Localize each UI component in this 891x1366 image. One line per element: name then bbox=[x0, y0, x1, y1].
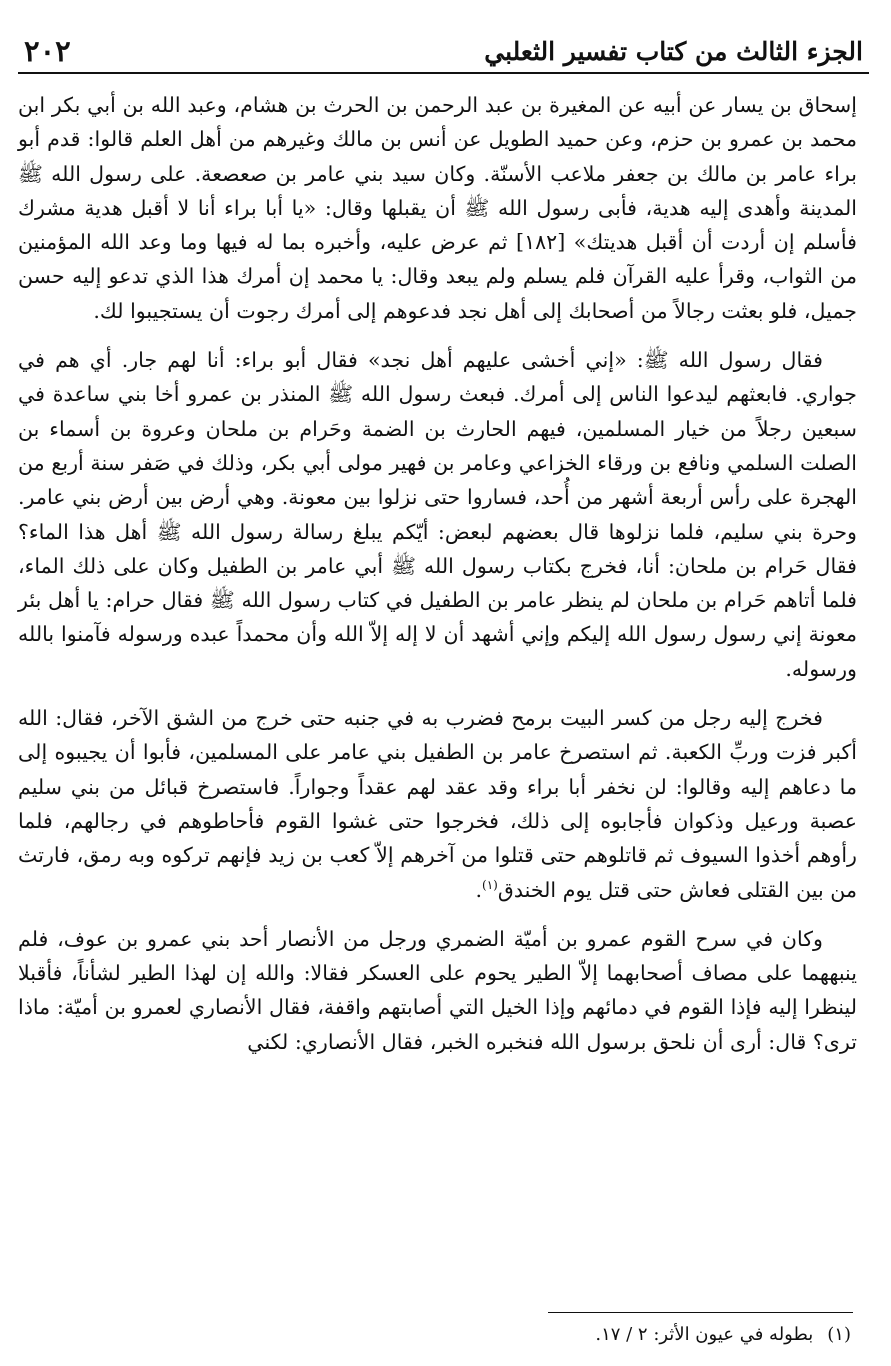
footnote-divider bbox=[548, 1312, 853, 1313]
paragraph-text: فقال رسول الله ﷺ: «إني أخشى عليهم أهل نجد» فقال أبو براء: أنا لهم جار. أي هم في جواري. فابعثهم ليدعوا الناس إلى أمرك. فبعث رسول الله ﷺ المنذر بن عمرو أخا بني ساعدة في سبعين رجلاً من خيار المسلمين، فيهم الحارث بن الضمة وحَرام بن ملحان وعروة بن أسماء بن الصلت السلمي ونافع بن ورقاء الخزاعي وعامر بن فهير مولى أبي بكر، وذلك في صَفر سنة أربع من الهجرة على رأس أربعة أشهر من أُحد، فساروا حتى نزلوا بين معونة. وهي أرض بين أرض بني عامر. وحرة بني سليم، فلما نزلوها قال بعضهم لبعض: أيّكم يبلغ رسالة رسول الله ﷺ أهل هذا الماء؟ فقال حَرام بن ملحان: أنا، فخرج بكتاب رسول الله ﷺ أبي عامر بن الطفيل وكان على ذلك الماء، فلما أتاهم حَرام بن ملحان لم ينظر عامر بن الطفيل في كتاب رسول الله ﷺ فقال حرام: يا أهل بئر معونة إني رسول رسول الله إليكم وإني أشهد أن لا إله إلاّ الله وأن محمداً عبده ورسوله فآمنوا بالله ورسوله. bbox=[18, 348, 857, 681]
paragraph bbox=[18, 701, 857, 907]
footnote-number: (١) bbox=[827, 1324, 851, 1345]
footnote bbox=[595, 1322, 851, 1348]
paragraph bbox=[18, 343, 857, 686]
paragraph-text: إسحاق بن يسار عن أبيه عن المغيرة بن عبد الرحمن بن الحرث بن هشام، وعبد الله بن أبي بكر ابن محمد بن عمرو بن حزم، وعن حميد الطويل عن أنس بن مالك وغيرهم من أهل العلم قالوا: قدم أبو براء عامر بن مالك بن جعفر ملاعب الأسنّة. وكان سيد بني عامر بن صعصعة. على رسول الله ﷺ المدينة وأهدى إليه هدية، فأبى رسول الله ﷺ أن يقبلها وقال: «يا أبا براء أنا لا أقبل هدية مشرك فأسلم إن أردت أن أقبل هديتك» [١٨٢] ثم عرض عليه، وأخبره بما له فيها وما وعد الله المؤمنين من الثواب، وقرأ عليه القرآن فلم يسلم ولم يبعد وقال: يا محمد إن أمرك هذا الذي تدعو إليه حسن جميل، فلو بعثت رجالاً من أصحابك إلى أهل نجد فدعوهم إلى أمرك رجوت أن يستجيبوا لك. bbox=[18, 93, 857, 323]
paragraph bbox=[18, 88, 857, 328]
footnote-text: بطوله في عيون الأثر: ٢ / ١٧. bbox=[595, 1324, 814, 1345]
paragraph bbox=[18, 922, 857, 1059]
paragraph-text: وكان في سرح القوم عمرو بن أميّة الضمري ورجل من الأنصار أحد بني عمرو بن عوف، فلم ينبههما على مصاف أصحابهما إلاّ الطير يحوم على العسكر فقالا: والله إن لهذا الطير لشأناً، فأقبلا لينظرا إليه فإذا القوم في دمائهم وإذا الخيل التي أصابتهم واقفة، فقال الأنصاري لعمرو بن أميّة: ماذا ترى؟ قال: أرى أن نلحق برسول الله فنخبره الخبر، فقال الأنصاري: لكني bbox=[18, 926, 857, 1054]
running-head bbox=[18, 28, 869, 74]
paragraph-text: . bbox=[475, 877, 483, 902]
footnote-reference: (١) bbox=[482, 877, 498, 892]
page-number: ٢٠٢ bbox=[24, 34, 71, 68]
running-title: الجزء الثالث من كتاب تفسير الثعلبي bbox=[484, 37, 863, 66]
paragraph-text: فخرج إليه رجل من كسر البيت برمح فضرب به في جنبه حتى خرج من الشق الآخر، فقال: الله أكبر فزت وربِّ الكعبة. ثم استصرخ عامر بن الطفيل بني عامر على المسلمين، فأبوا أن يجيبوه إلى ما دعاهم إليه وقالوا: لن نخفر أبا براء وقد عقد لهم عقداً وجواراً. فاستصرخ قبائل من بني سليم عصبة ورعيل وذكوان فأجابوه إلى ذلك، فخرجوا حتى غشوا القوم فأحاطوهم في رجالهم، فلما رأوهم أخذوا السيوف ثم قاتلوهم حتى قتلوا من آخرهم إلاّ كعب بن زيد فإنهم تركوه وبه رمق، فارتث من بين القتلى فعاش حتى قتل يوم الخندق bbox=[18, 706, 857, 902]
body-text bbox=[18, 88, 857, 1059]
